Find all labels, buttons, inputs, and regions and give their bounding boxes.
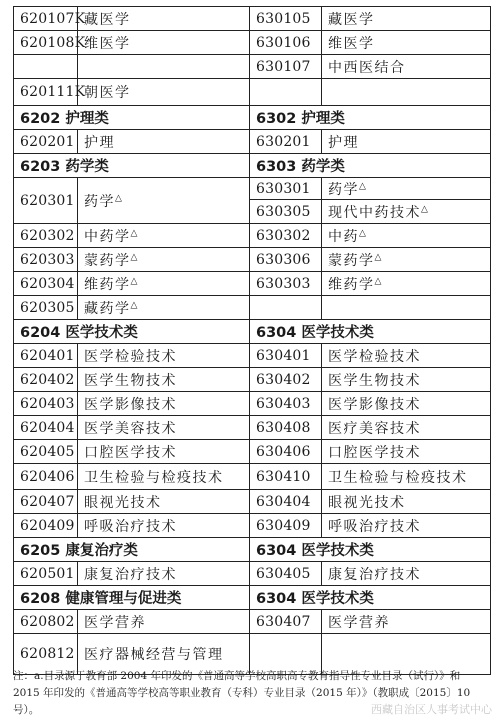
category-heading-right (250, 320, 491, 344)
name-cell-right-text: 医学营养 (328, 614, 390, 631)
table-row (14, 248, 491, 272)
table-row (14, 178, 491, 200)
code-cell-left (14, 296, 78, 320)
code-cell-right (250, 610, 322, 634)
program-mapping-table (13, 6, 491, 675)
name-cell-left-text: 医疗器械经营与管理 (84, 647, 224, 663)
name-cell-left-text: 维医学 (84, 35, 131, 52)
table-row (14, 79, 491, 106)
name-cell-left (78, 178, 250, 224)
table-row (14, 514, 491, 538)
name-cell-right-text: 眼视光技术 (328, 494, 406, 511)
category-heading-right (250, 538, 491, 562)
name-cell-left-text: 康复治疗技术 (84, 566, 177, 583)
table-row (14, 490, 491, 514)
name-cell-right (322, 440, 491, 464)
name-cell-left-text: 藏药学 (84, 300, 131, 317)
code-cell-right (250, 562, 322, 586)
code-cell-left (14, 392, 78, 416)
name-cell-right (322, 416, 491, 440)
code-cell-left (14, 562, 78, 586)
name-cell-right (322, 464, 491, 490)
name-cell-left (78, 7, 250, 31)
name-cell-left (78, 464, 250, 490)
name-cell-right (322, 368, 491, 392)
name-cell-left (78, 79, 250, 106)
table-row (14, 368, 491, 392)
name-cell-left-text: 医学影像技术 (84, 396, 177, 413)
triangle-mark: △ (115, 192, 122, 203)
category-heading-left (14, 106, 250, 130)
code-cell-right (250, 178, 322, 200)
code-cell-right-text: 630201 (256, 133, 311, 150)
code-cell-left (14, 130, 78, 154)
category-row (14, 586, 491, 610)
code-cell-left-text: 620402 (20, 371, 75, 388)
code-cell-right-text: 630409 (256, 517, 311, 534)
table-row (14, 416, 491, 440)
category-heading-left-text: 6208 健康管理与促进类 (20, 591, 182, 607)
code-cell-right-text: 630407 (256, 613, 311, 630)
triangle-mark: △ (374, 251, 382, 262)
name-cell-left-text: 医学营养 (84, 614, 146, 631)
name-cell-right-text: 呼吸治疗技术 (328, 518, 421, 535)
name-cell-right (322, 7, 491, 31)
code-cell-left-text: 620201 (20, 133, 75, 150)
name-cell-left-text: 护理 (84, 134, 115, 151)
code-cell-left (14, 464, 78, 490)
name-cell-left (78, 344, 250, 368)
code-cell-right (250, 79, 322, 106)
code-cell-left-text: 620501 (20, 565, 75, 582)
code-cell-left-text: 620302 (20, 227, 75, 244)
watermark: 西藏自治区人事考试中心 (371, 703, 492, 716)
name-cell-left (78, 224, 250, 248)
code-cell-right (250, 55, 322, 79)
code-cell-right-text: 630106 (256, 34, 311, 51)
category-heading-left (14, 154, 250, 178)
name-cell-left-text: 医学检验技术 (84, 348, 177, 365)
code-cell-right (250, 130, 322, 154)
name-cell-left-text: 口腔医学技术 (84, 444, 177, 461)
code-cell-left (14, 79, 86, 106)
code-cell-left-text: 620403 (20, 395, 75, 412)
code-cell-left-text: 620301 (20, 192, 75, 209)
name-cell-left (78, 130, 250, 154)
name-cell-right (322, 296, 491, 320)
code-cell-right (250, 490, 322, 514)
table-row (14, 272, 491, 296)
name-cell-right-text: 卫生检验与检疫技术 (328, 469, 468, 486)
name-cell-right-text: 医学检验技术 (328, 348, 421, 365)
name-cell-right (322, 31, 491, 55)
code-cell-right-text: 630402 (256, 371, 311, 388)
name-cell-right (322, 248, 491, 272)
code-cell-left-text: 620305 (20, 299, 75, 316)
code-cell-left (14, 224, 78, 248)
name-cell-left (78, 55, 250, 79)
category-heading-right-text: 6304 医学技术类 (256, 591, 374, 607)
table-row (14, 224, 491, 248)
triangle-mark: △ (130, 227, 138, 238)
footnote-text: 注：a.目录源于教育部 2004 年印发的《普通高等学校高职高专教育指导性专业目录（试行）》和 2015 年印发的《普通高等学校高等职业教育（专科）专业目录（2015 年）》（教职成〔2015〕10 号）。 (13, 670, 471, 716)
code-cell-right (250, 272, 322, 296)
name-cell-left (78, 562, 250, 586)
category-heading-right-text: 6302 护理类 (256, 111, 345, 127)
name-cell-left-text: 蒙药学 (84, 252, 131, 269)
table-row (14, 610, 491, 634)
category-heading-left-text: 6204 医学技术类 (20, 325, 138, 341)
name-cell-right (322, 130, 491, 154)
code-cell-left-text: 620107K (20, 10, 86, 27)
name-cell-left-text: 医学美容技术 (84, 420, 177, 437)
name-cell-left (78, 31, 250, 55)
code-cell-right (250, 248, 322, 272)
triangle-mark: △ (359, 180, 366, 191)
table-row (14, 7, 491, 31)
code-cell-right (250, 7, 322, 31)
code-cell-left (14, 514, 78, 538)
code-cell-right (250, 296, 322, 320)
code-cell-left (14, 55, 78, 79)
code-cell-left-text: 620406 (20, 468, 75, 485)
category-heading-right (250, 106, 491, 130)
table-row (14, 344, 491, 368)
category-heading-left-text: 6205 康复治疗类 (20, 543, 138, 559)
code-cell-right (250, 416, 322, 440)
code-cell-right-text: 630405 (256, 565, 311, 582)
name-cell-right-text: 康复治疗技术 (328, 566, 421, 583)
code-cell-left (14, 7, 86, 31)
category-heading-right-text: 6304 医学技术类 (256, 325, 374, 341)
name-cell-left-text: 中药学 (84, 228, 131, 245)
code-cell-right (250, 200, 322, 224)
code-cell-left (14, 272, 78, 296)
code-cell-right (250, 514, 322, 538)
name-cell-left (78, 490, 250, 514)
name-cell-left (78, 440, 250, 464)
category-heading-right (250, 154, 491, 178)
code-cell-left (14, 440, 78, 464)
name-cell-right-text: 医学影像技术 (328, 396, 421, 413)
code-cell-left-text: 620812 (20, 646, 75, 662)
name-cell-left-text: 藏医学 (84, 11, 131, 28)
name-cell-right (322, 224, 491, 248)
name-cell-right (322, 79, 491, 106)
name-cell-right (322, 562, 491, 586)
category-row (14, 538, 491, 562)
name-cell-left-text: 卫生检验与检疫技术 (84, 469, 224, 486)
table-row (14, 31, 491, 55)
name-cell-right-text: 蒙药学 (328, 252, 375, 269)
name-cell-right (322, 514, 491, 538)
code-cell-right (250, 31, 322, 55)
name-cell-right-text: 中药 (328, 228, 359, 245)
name-cell-left (78, 610, 250, 634)
table-row (14, 55, 491, 79)
category-heading-left (14, 586, 250, 610)
name-cell-right-text: 藏医学 (328, 11, 375, 28)
code-cell-right (250, 392, 322, 416)
code-cell-left (14, 344, 78, 368)
category-heading-left-text: 6202 护理类 (20, 111, 109, 127)
code-cell-right (250, 368, 322, 392)
code-cell-left-text: 620404 (20, 419, 75, 436)
code-cell-left (14, 416, 78, 440)
name-cell-right-text: 医疗美容技术 (328, 420, 421, 437)
code-cell-right-text: 630303 (256, 275, 311, 292)
code-cell-right-text: 630406 (256, 443, 311, 460)
name-cell-right (322, 610, 491, 634)
code-cell-right-text: 630107 (256, 58, 311, 75)
code-cell-right-text: 630404 (256, 493, 311, 510)
code-cell-right (250, 440, 322, 464)
triangle-mark: △ (130, 251, 138, 262)
name-cell-left-text: 朝医学 (84, 85, 131, 101)
code-cell-right-text: 630403 (256, 395, 311, 412)
name-cell-right (322, 178, 491, 200)
name-cell-right-text: 现代中药技术 (328, 204, 421, 221)
category-heading-right-text: 6303 药学类 (256, 159, 345, 175)
code-cell-left (14, 248, 78, 272)
code-cell-left-text: 620405 (20, 443, 75, 460)
name-cell-right (322, 392, 491, 416)
name-cell-left (78, 392, 250, 416)
code-cell-left-text: 620802 (20, 613, 75, 630)
name-cell-left (78, 272, 250, 296)
category-row (14, 154, 491, 178)
name-cell-left-text: 维药学 (84, 276, 131, 293)
name-cell-right-text: 护理 (328, 134, 359, 151)
name-cell-right-text: 维药学 (328, 276, 375, 293)
name-cell-left (78, 248, 250, 272)
code-cell-left (14, 368, 78, 392)
name-cell-right-text: 口腔医学技术 (328, 444, 421, 461)
code-cell-left (14, 610, 78, 634)
code-cell-right (250, 464, 322, 490)
table-row (14, 464, 491, 490)
code-cell-left-text: 620303 (20, 251, 75, 268)
table-row (14, 562, 491, 586)
code-cell-right-text: 630302 (256, 227, 311, 244)
code-cell-left-text: 620401 (20, 347, 75, 364)
triangle-mark: △ (374, 275, 382, 286)
table-row (14, 440, 491, 464)
code-cell-left-text: 620304 (20, 275, 75, 292)
category-heading-left-text: 6203 药学类 (20, 159, 109, 175)
code-cell-left-text: 620409 (20, 517, 75, 534)
name-cell-right (322, 55, 491, 79)
code-cell-right (250, 224, 322, 248)
name-cell-left-text: 眼视光技术 (84, 494, 162, 511)
name-cell-left-text: 药学 (84, 193, 115, 210)
category-row (14, 106, 491, 130)
triangle-mark: △ (130, 299, 138, 310)
code-cell-right-text: 630305 (256, 203, 311, 220)
name-cell-right-text: 医学生物技术 (328, 372, 421, 389)
name-cell-right (322, 344, 491, 368)
code-cell-left (14, 490, 78, 514)
name-cell-right (322, 200, 491, 224)
table-row (14, 130, 491, 154)
name-cell-right (322, 272, 491, 296)
table-row (14, 392, 491, 416)
name-cell-left-text: 医学生物技术 (84, 372, 177, 389)
code-cell-right (250, 344, 322, 368)
category-heading-left (14, 320, 250, 344)
name-cell-left (78, 368, 250, 392)
name-cell-right-text: 药学 (328, 181, 359, 198)
code-cell-left-text: 620108K (20, 34, 86, 51)
triangle-mark: △ (130, 275, 138, 286)
code-cell-left-text: 620407 (20, 493, 75, 510)
name-cell-left (78, 416, 250, 440)
name-cell-left-text: 呼吸治疗技术 (84, 518, 177, 535)
code-cell-left (14, 178, 78, 224)
name-cell-right-text: 中西医结合 (328, 59, 406, 76)
code-cell-left (14, 31, 86, 55)
name-cell-left (78, 514, 250, 538)
code-cell-right-text: 630301 (256, 180, 311, 197)
name-cell-right (322, 490, 491, 514)
table-row (14, 296, 491, 320)
code-cell-right-text: 630408 (256, 419, 311, 436)
code-cell-left-text: 620111K (20, 84, 86, 100)
category-heading-right (250, 586, 491, 610)
code-cell-right-text: 630105 (256, 10, 311, 27)
code-cell-right-text: 630306 (256, 251, 311, 268)
category-heading-left (14, 538, 250, 562)
code-cell-right-text: 630410 (256, 468, 311, 485)
name-cell-left (78, 296, 250, 320)
code-cell-right-text: 630401 (256, 347, 311, 364)
triangle-mark: △ (359, 227, 366, 238)
triangle-mark: △ (421, 203, 428, 214)
table-body (14, 7, 491, 675)
category-row (14, 320, 491, 344)
name-cell-right-text: 维医学 (328, 35, 375, 52)
category-heading-right-text: 6304 医学技术类 (256, 543, 374, 559)
